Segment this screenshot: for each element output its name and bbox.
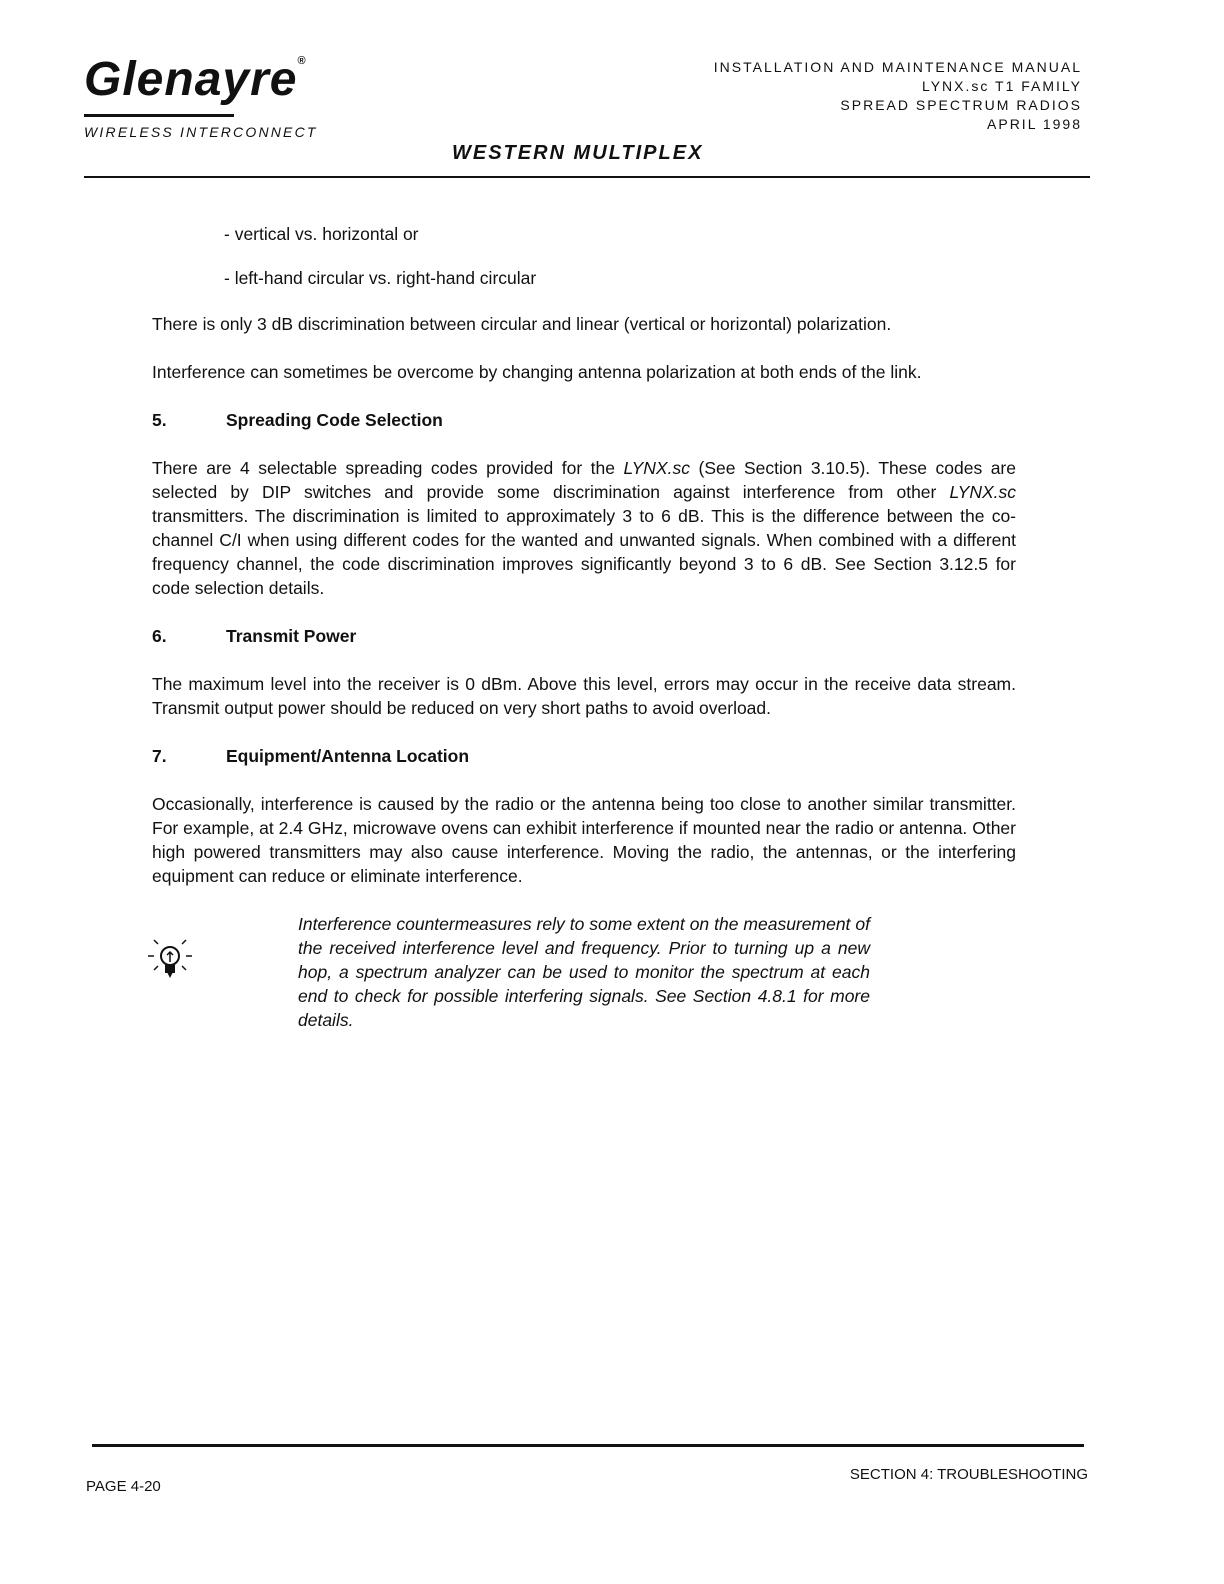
brand-title: WESTERN MULTIPLEX (452, 142, 704, 164)
section-6-number: 6. (152, 626, 167, 646)
section-7-number: 7. (152, 746, 167, 766)
section-5-number: 5. (152, 410, 167, 430)
product-name: LYNX.sc (623, 458, 690, 478)
page-body (152, 222, 1016, 1042)
logo-underline (84, 114, 234, 117)
lightbulb-icon (140, 932, 200, 992)
section-7-title: Equipment/Antenna Location (226, 746, 470, 766)
section-7-heading (152, 744, 1016, 768)
section-5-title: Spreading Code Selection (226, 410, 443, 430)
section-6-text: The maximum level into the receiver is 0 dBm. Above this level, errors may occur in the receive data stream. Transmit output power should be reduced on very short paths to avoid overload. (152, 674, 1016, 718)
section-label: SECTION 4: TROUBLESHOOTING (849, 1466, 1088, 1483)
tip-note (152, 912, 1016, 1042)
logo-text: Glenayre (84, 53, 298, 106)
section-7-text: Occasionally, interference is caused by the radio or the antenna being too close to another similar transmitter. For example, at 2.4 GHz, microwave ovens can exhibit interference if mounted near the radio or antenna. Other high powered transmitters may also cause interference. Moving the radio, the antennas, or the interfering equipment can reduce or eliminate interference. (152, 794, 1016, 886)
product-name: LYNX.sc (949, 482, 1016, 502)
manual-title: INSTALLATION AND MAINTENANCE MANUAL (713, 59, 1082, 75)
logo-subtitle: WIRELESS INTERCONNECT (84, 124, 318, 140)
header-divider (84, 176, 1090, 178)
bullet-vertical-horizontal: - vertical vs. horizontal or (224, 224, 419, 244)
document-info (714, 58, 1082, 134)
company-logo (84, 53, 307, 106)
footer-divider (92, 1444, 1084, 1447)
product-family: LYNX.sc T1 FAMILY (921, 78, 1082, 94)
section-5-text: There are 4 selectable spreading codes provided for the LYNX.sc (See Section 3.10.5). These codes are selected by DIP switches and provide some discrimination against interference from other LYNX.sc transmitters. The discrimination is limited to approximately 3 to 6 dB. This is the difference between the co-channel C/I when using different codes for the wanted and unwanted signals. When combined with a different frequency channel, the code discrimination improves significantly beyond 3 to 6 dB. See Section 3.12.5 for code selection details. (152, 458, 1016, 598)
document-date: APRIL 1998 (987, 116, 1082, 132)
section-6-heading (152, 624, 1016, 648)
bullet-circular: - left-hand circular vs. right-hand circular (224, 268, 537, 288)
page-number: PAGE 4-20 (86, 1478, 161, 1495)
paragraph-polarization: Interference can sometimes be overcome by changing antenna polarization at both ends of the link. (152, 362, 922, 382)
logo-registered-mark: ® (297, 55, 307, 67)
product-type: SPREAD SPECTRUM RADIOS (840, 97, 1082, 113)
paragraph-circular-linear: There is only 3 dB discrimination between circular and linear (vertical or horizontal) polarization. (152, 314, 892, 334)
section-5-heading (152, 408, 1016, 432)
tip-text: Interference countermeasures rely to some extent on the measurement of the received interference level and frequency. Prior to turning up a new hop, a spectrum analyzer can be used to monitor the spectrum at each end to check for possible interfering signals. See Section 4.8.1 for more details. (298, 914, 870, 1030)
section-6-title: Transmit Power (226, 626, 357, 646)
